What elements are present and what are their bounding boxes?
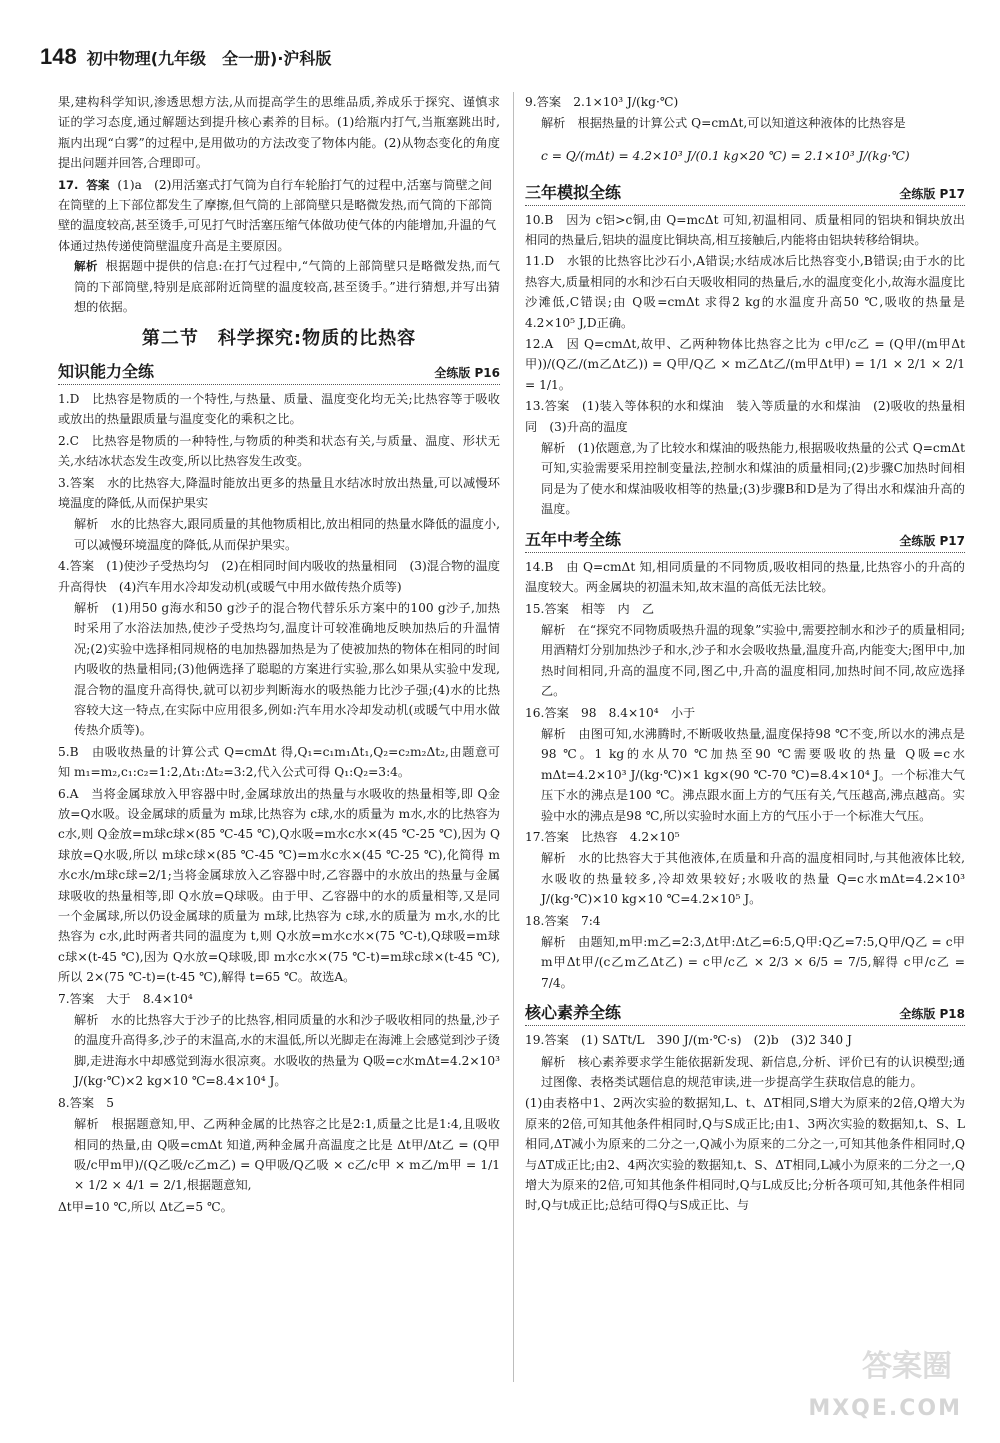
q4-analysis: 解析 (1)用50 g海水和50 g沙子的混合物代替乐乐方案中的100 g沙子,加热时采用了水浴法加热,使沙子受热均匀,温度计可较准确地反映加热后的升温情况;(2)实验中选择相同规格的电加热器加热是为了使被加热的物体在相同的时间内吸收的热量相同;(3)他俩选择了聪聪的方案进行实验,那么如果从实验中发现,混合物的温度升高得快,就可以初步判断海水的吸热能力比沙子强;(4)水的比热容较大这一特点,在实际中应用很多,例如:汽车用水冷却发动机(或暖气中用水做传热介质等)。 — [74, 600, 500, 738]
q3-answer: 3.答案 水的比热容大,降温时能放出更多的热量且水结冰时放出热量,可以减慢环境温度的降低,从而保护果实 — [58, 475, 500, 510]
q6: 6.A 当将金属球放入甲容器中时,金属球放出的热量与水吸收的热量相等,即 Q金放=Q水吸。设金属球的质量为 m球,比热容为 c球,水的质量为 m水,水的比热容为 c水,则 Q金放=m球c球×(85 ℃-45 ℃),Q水吸=m水c水×(45 ℃-25 ℃),因为 Q球放=Q水吸,所以 m球c球×(85 ℃-45 ℃)=m水c水×(45 ℃-25 ℃),化简得 m水c水/m球c球=2/1;当将金属球放入乙容器中时,乙容器中的水放出的热量与金属球吸收的热量相等,即 Q水放=Q球吸。由于甲、乙容器中的水的质量相等,又是同一个金属球,所以仍设金属球的质量为 m球,比热容为 c球,水的质量为 m水,水的比热容为 c水,此时两者共同的温度为 t,则 Q水放=m水c水×(75 ℃-t),Q球吸=m球c球×(t-45 ℃),因为 Q水放=Q球吸,即 m水c水×(75 ℃-t)=m球c球×(t-45 ℃),所以 2×(75 ℃-t)=(t-45 ℃),解得 t=65 ℃。故选A。 — [58, 786, 500, 985]
q17-answer — [58, 175, 500, 257]
q12: 12.A 因 Q=cmΔt,故甲、乙两种物体比热容之比为 c甲/c乙 = (Q甲/(m甲Δt甲))/(Q乙/(m乙Δt乙)) = Q甲/Q乙 × m乙Δt乙/(m甲Δt甲) = 1/1 × 2/1 × 2/1 = 1/1。 — [525, 337, 965, 392]
q17r-answer: 17.答案 比热容 4.2×10⁵ — [525, 829, 680, 844]
section-five-year — [525, 526, 965, 553]
q2: 2.C 比热容是物质的一种特性,与物质的种类和状态有关,与质量、温度、形状无关,水结冰状态发生改变,所以比热容发生改变。 — [58, 433, 500, 469]
section-three-year-name: 三年模拟全练 — [525, 181, 627, 205]
right-column — [525, 92, 965, 1217]
section-core — [525, 999, 965, 1026]
q11: 11.D 水银的比热容比沙石小,A错误;水结成冰后比热容变小,B错误;由于水的比热容大,质量相同的水和沙石白天吸收相同的热量后,水的温度变化小,故海水温度比沙滩低,C错误;由 Q吸=cmΔt 求得2 kg的水温度升高50 ℃,吸收的热量是4.2×10⁵ J,D正确。 — [525, 254, 965, 330]
q8-analysis: 解析 根据题意知,甲、乙两种金属的比热容之比是2:1,质量之比是1:4,且吸收相同的热量,由 Q吸=cmΔt 知道,两种金属升高温度之比是 Δt甲/Δt乙 = (Q甲吸/c甲m甲)/(Q乙吸/c乙m乙) = Q甲吸/Q乙吸 × c乙/c甲 × m乙/m甲 = 1/1 × 1/2 × 4/1 = 2/1,根据题意知, — [74, 1117, 500, 1193]
q17r-analysis: 解析 水的比热容大于其他液体,在质量和升高的温度相同时,与其他液体比较,水吸收的热量较多,冷却效果较好;水吸收的热量 Q=c水mΔt=4.2×10³ J/(kg·℃)×10 kg×10 ℃=4.2×10⁵ J。 — [541, 851, 965, 907]
q18-analysis: 解析 由题知,m甲:m乙=2:3,Δt甲:Δt乙=6:5,Q甲:Q乙=7:5,Q甲/Q乙 = c甲m甲Δt甲/(c乙m乙Δt乙) = c甲/c乙 × 2/3 × 6/5 = 7/5,解得 c甲/c乙 = 7/4。 — [541, 935, 965, 990]
watermark-logo: 答案圈 — [862, 1349, 952, 1384]
q10: 10.B 因为 c铝>c铜,由 Q=mcΔt 可知,初温相同、质量相同的铝块和铜块放出相同的热量后,铝块的温度比铜块高,相互接触后,内能将由铝块转移给铜块。 — [525, 212, 965, 247]
q13-analysis: 解析 (1)依题意,为了比较水和煤油的吸热能力,根据吸收热量的公式 Q=cmΔt 可知,实验需要采用控制变量法,控制水和煤油的质量相同;(2)步骤C加热时间相同是为了使水和煤油吸收相等的热量;(3)步骤B和D是为了得出水和煤油升高的温度。 — [541, 441, 965, 517]
q16-answer: 16.答案 98 8.4×10⁴ 小于 — [525, 705, 696, 720]
left-column — [58, 92, 500, 1218]
q7-answer: 7.答案 大于 8.4×10⁴ — [58, 991, 193, 1006]
chapter-title: 第二节 科学探究:物质的比热容 — [141, 328, 417, 350]
q15-analysis: 解析 在“探究不同物质吸热升温的现象”实验中,需要控制水和沙子的质量相同;用酒精灯分别加热沙子和水,沙子和水会吸收热量,温度升高,内能变大;图甲中,加热时间相同,升高的温度不同,图乙中,升高的温度相同,加热时间不同,故应选择乙。 — [541, 622, 965, 699]
section-three-year-ref: 全练版 P17 — [893, 183, 965, 205]
section-core-ref: 全练版 P18 — [893, 1003, 965, 1025]
q1: 1.D 比热容是物质的一个特性,与热量、质量、温度变化均无关;比热容等于吸收或放出的热量跟质量与温度变化的乘积之比。 — [58, 391, 500, 427]
page-number: 148 — [40, 44, 77, 69]
section-knowledge-name: 知识能力全练 — [58, 360, 160, 384]
q16-analysis: 解析 由图可知,水沸腾时,不断吸收热量,温度保持98 ℃不变,所以水的沸点是98 ℃。1 kg的水从70 ℃加热至90 ℃需要吸收的热量 Q吸=c水mΔt=4.2×10³ J/(kg·℃)×1 kg×(90 ℃-70 ℃)=8.4×10⁴ J。一个标准大气压下水的沸点是100 ℃。沸点跟水面上方的气压有关,气压越高,沸点越高。实验中水的沸点是98 ℃,所以实验时水面上方的气压小于一个标准大气压。 — [541, 726, 965, 823]
section-core-name: 核心素养全练 — [525, 1001, 627, 1025]
q19-analysis: 解析 核心素养要求学生能依据新发现、新信息,分析、评价已有的认识模型;通过图像、表格类试题信息的规范审读,进一步提高学生获取信息的能力。 — [541, 1054, 965, 1090]
q13-answer: 13.答案 (1)装入等体积的水和煤油 装入等质量的水和煤油 (2)吸收的热量相同 (3)升高的温度 — [525, 399, 965, 434]
q4-answer: 4.答案 (1)使沙子受热均匀 (2)在相同时间内吸收的热量相同 (3)混合物的温度升高得快 (4)汽车用水冷却发动机(或暖气中用水做传热介质等) — [58, 559, 500, 594]
q8-answer: 8.答案 5 — [58, 1095, 114, 1110]
q3-analysis: 解析 水的比热容大,跟同质量的其他物质相比,放出相同的热量水降低的温度小,可以减慢环境温度的降低,从而保护果实。 — [74, 517, 500, 552]
q9-answer: 9.答案 2.1×10³ J/(kg·℃) — [525, 95, 679, 109]
q17-analysis-tag: 解析 — [74, 259, 98, 274]
book-title: 初中物理(九年级 全一册)·沪科版 — [86, 49, 332, 68]
q5: 5.B 由吸收热量的计算公式 Q=cmΔt 得,Q₁=c₁m₁Δt₁,Q₂=c₂m₂Δt₂,由题意可知 m₁=m₂,c₁:c₂=1:2,Δt₁:Δt₂=3:2,代入公式可得 Q₁:Q₂=3:4。 — [58, 744, 500, 780]
q14: 14.B 由 Q=cmΔt 知,相同质量的不同物质,吸收相同的热量,比热容小的升高的温度较大。两金属块的初温未知,故末温的高低无法比较。 — [525, 559, 965, 595]
q17-analysis — [58, 256, 500, 317]
section-three-year — [525, 179, 965, 206]
q17-answer-text: (1)a (2)用活塞式打气筒为自行车轮胎打气的过程中,活塞与筒壁之间在筒壁的上下部位都发生了摩擦,但气筒的上部筒壁只是略微发热,而气筒的下部筒壁的温度较高,甚至烫手,可见打气时活塞压缩气体做功使气体的内能增加,升温的气体通过热传递使筒壁温度升高是主要原因。 — [58, 177, 497, 253]
q7-analysis: 解析 水的比热容大于沙子的比热容,相同质量的水和沙子吸收相同的热量,沙子的温度升高得多,沙子的末温高,水的末温低,所以光脚走在海滩上会感觉到沙子烫脚,走进海水中却感觉到海水很凉爽。水吸收的热量为 Q吸=c水mΔt=4.2×10³ J/(kg·℃)×2 kg×10 ℃=8.4×10⁴ J。 — [74, 1013, 500, 1089]
q8-tail: Δt甲=10 ℃,所以 Δt乙=5 ℃。 — [58, 1199, 233, 1214]
column-divider — [513, 92, 514, 1382]
section-knowledge — [58, 358, 500, 385]
watermark — [762, 1341, 962, 1421]
section-knowledge-ref: 全练版 P16 — [428, 362, 500, 384]
q17-analysis-text: 根据题中提供的信息:在打气过程中,“气筒的上部筒壁只是略微发热,而气筒的下部筒壁,特别是底部附近筒壁的温度较高,甚至烫手。”进行猜想,并写出猜想的依据。 — [74, 259, 500, 315]
watermark-text: MXQE.COM — [808, 1396, 962, 1421]
q17-answer-tag: 答案 — [86, 177, 110, 192]
section-five-year-name: 五年中考全练 — [525, 528, 627, 552]
continued-paragraph: 果,建构科学知识,渗透思想方法,从而提高学生的思维品质,养成乐于探究、谨慎求证的学习态度,通过解题达到提升核心素养的目标。(1)给瓶内打气,当瓶塞跳出时,瓶内出现“白雾”的过程中,是用做功的方法改变了物体内能。(2)从物态变化的角度提出问题并回答,合理即可。 — [58, 95, 500, 171]
q9-analysis: 解析 根据热量的计算公式 Q=cmΔt,可以知道这种液体的比热容是 — [541, 116, 906, 131]
section-five-year-ref: 全练版 P17 — [893, 530, 965, 552]
q19-answer: 19.答案 (1) SΔTt/L 390 J/(m·℃·s) (2)b (3)2 340 J — [525, 1033, 852, 1048]
q9-formula: c = Q/(mΔt) = 4.2×10³ J/(0.1 kg×20 ℃) = 2.1×10³ J/(kg·℃) — [541, 149, 910, 163]
q15-answer: 15.答案 相等 内 乙 — [525, 601, 655, 616]
q19-detail: (1)由表格中1、2两次实验的数据知,L、t、ΔT相同,S增大为原来的2倍,Q增大为原来的2倍,可知其他条件相同时,Q与S成正比;由1、3两次实验的数据知,t、S、L相同,ΔT减小为原来的二分之一,Q减小为原来的二分之一,可知其他条件相同时,Q与ΔT成正比;由2、4两次实验的数据知,t、S、ΔT相同,L减小为原来的二分之一,Q增大为原来的2倍,可知其他条件相同时,Q与L成反比;分析各项可知,其他条件相同时,Q与t成正比;总结可得Q与S成正比、与 — [525, 1096, 965, 1213]
q17-number: 17. — [58, 177, 79, 192]
q18-answer: 18.答案 7:4 — [525, 913, 601, 928]
page-header — [40, 44, 331, 74]
